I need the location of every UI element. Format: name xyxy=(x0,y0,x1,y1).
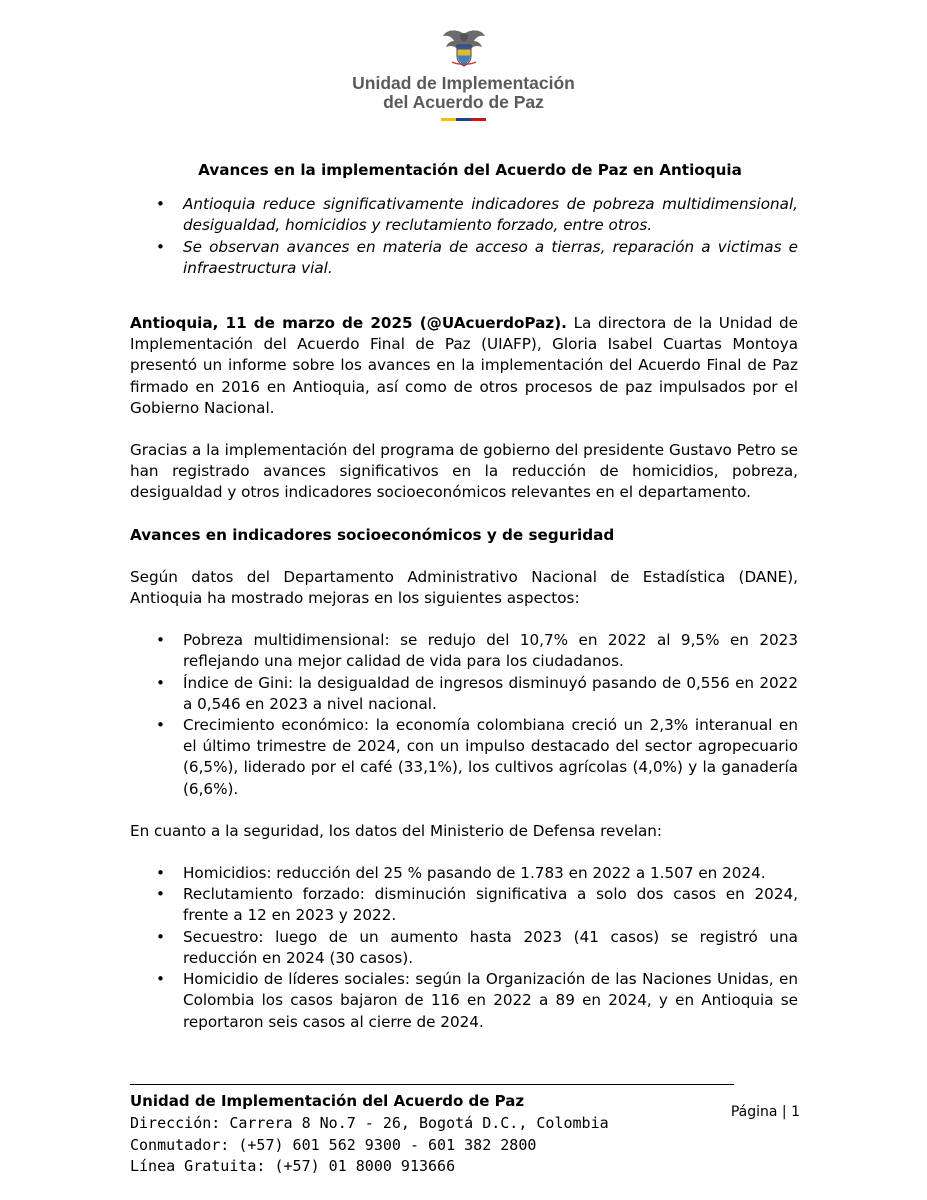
list-item: • Homicidios: reducción del 25 % pasando de 1.783 en 2022 a 1.507 en 2024. xyxy=(130,863,798,884)
footer-divider xyxy=(130,1084,734,1085)
list-item: • Reclutamiento forzado: disminución significativa a solo dos casos en 2024, frente a 12 en 2023 y 2022. xyxy=(130,884,798,926)
org-name-line2: del Acuerdo de Paz xyxy=(383,92,544,112)
paragraph: Gracias a la implementación del programa de gobierno del presidente Gustavo Petro se han registrado avances significativos en la reducción de homicidios, pobreza, desigualdad y otros indicadores socioeconómicos relevantes en el departamento. xyxy=(130,441,798,502)
flag-stripe-yellow xyxy=(441,118,456,121)
intro-paragraph xyxy=(130,313,798,419)
socio-bullet-list xyxy=(130,630,798,800)
document-body xyxy=(130,160,798,1033)
list-item: • Secuestro: luego de un aumento hasta 2023 (41 casos) se registró una reducción en 2024 (30 casos). xyxy=(130,927,798,969)
list-item: • Homicidio de líderes sociales: según la Organización de las Naciones Unidas, en Colombia los casos bajaron de 116 en 2022 a 89 en 2024, y en Antioquia se reportaron seis casos al cierre de 2024. xyxy=(130,969,798,1033)
list-item: • Pobreza multidimensional: se redujo del 10,7% en 2022 al 9,5% en 2023 reflejando una mejor calidad de vida para los ciudadanos. xyxy=(130,630,798,672)
footer-org: Unidad de Implementación del Acuerdo de Paz xyxy=(130,1092,525,1110)
list-item: • Crecimiento económico: la economía colombiana creció un 2,3% interanual en el último trimestre de 2024, con un impulso destacado del sector agropecuario (6,5%), liderado por el café (33,1%), los cultivos agrícolas (4,0%) y la ganadería (6,6%). xyxy=(130,715,798,800)
footer-phone: Conmutador: (+57) 601 562 9300 - 601 382 2800 xyxy=(130,1135,537,1154)
lead-bullet: • Se observan avances en materia de acceso a tierras, reparación a victimas e infraestructura vial. xyxy=(130,237,798,279)
flag-stripe-blue xyxy=(456,118,471,121)
paragraph: Según datos del Departamento Administrativo Nacional de Estadística (DANE), Antioquia ha mostrado mejoras en los siguientes aspectos: xyxy=(130,567,798,608)
paragraph: En cuanto a la seguridad, los datos del Ministerio de Defensa revelan: xyxy=(130,821,662,840)
org-name xyxy=(0,74,927,112)
flag-stripe-red xyxy=(471,118,486,121)
org-name-line1: Unidad de Implementación xyxy=(352,73,575,93)
dateline: Antioquia, 11 de marzo de 2025 (@UAcuerdoPaz). xyxy=(130,314,567,333)
letterhead xyxy=(0,28,927,121)
lead-bullet: • Antioquia reduce significativamente indicadores de pobreza multidimensional, desigualdad, homicidios y reclutamiento forzado, entre otros. xyxy=(130,194,798,236)
coat-of-arms-icon xyxy=(442,28,486,68)
intro-text: La directora de la Unidad de Implementación del Acuerdo Final de Paz (UIAFP), Gloria Isabel Cuartas Montoya presentó un informe sobre los avances en la implementación del Acuerdo Final de Paz firmado en 2016 en Antioquia, así como de otros procesos de paz impulsados por el Gobierno Nacional. xyxy=(130,314,798,417)
section-heading: Avances en indicadores socioeconómicos y de seguridad xyxy=(130,525,615,544)
lead-bullet-list xyxy=(130,194,798,279)
flag-stripe xyxy=(441,118,487,121)
page-footer xyxy=(130,1084,800,1178)
footer-address: Dirección: Carrera 8 No.7 - 26, Bogotá D.C., Colombia xyxy=(130,1113,609,1132)
page-number: Página | 1 xyxy=(730,1104,800,1120)
list-item: • Índice de Gini: la desigualdad de ingresos disminuyó pasando de 0,556 en 2022 a 0,546 en 2023 a nivel nacional. xyxy=(130,673,798,715)
footer-toll-free: Línea Gratuita: (+57) 01 8000 913666 xyxy=(130,1157,456,1176)
document-title: Avances en la implementación del Acuerdo de Paz en Antioquia xyxy=(198,161,742,179)
security-bullet-list xyxy=(130,863,798,1033)
